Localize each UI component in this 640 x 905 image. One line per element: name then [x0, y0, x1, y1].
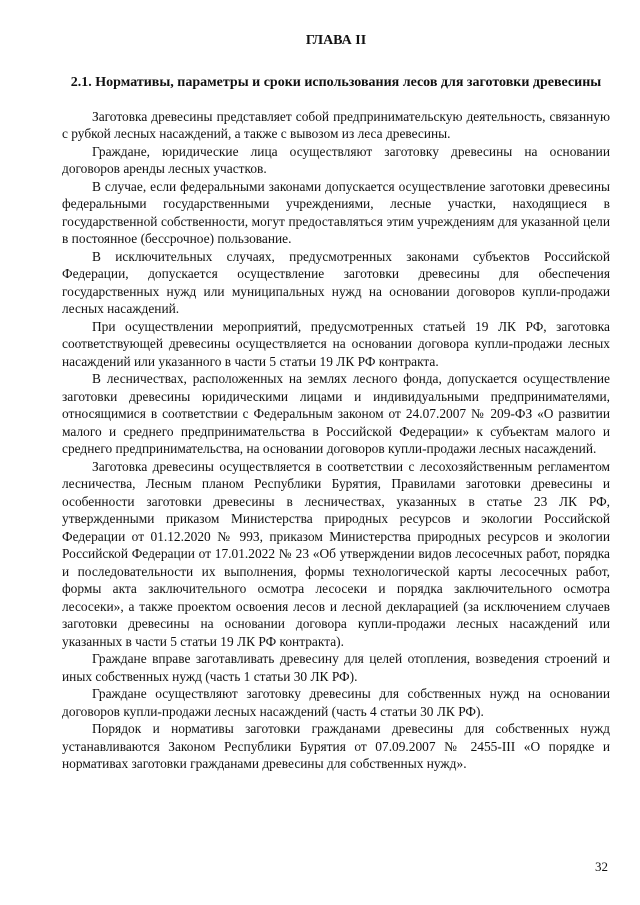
paragraph: В случае, если федеральными законами допускается осуществление заготовки древесины федеральными государственными учреждениями, лесные участки, находящиеся в государственной собственности, могут предоставляться этим учреждениям для указанной цели в постоянное (бессрочное) пользование. — [62, 178, 610, 246]
chapter-heading: ГЛАВА II — [305, 33, 367, 48]
paragraph: Граждане, юридические лица осуществляют заготовку древесины на основании договоров аренды лесных участков. — [62, 143, 610, 176]
paragraph: Граждане вправе заготавливать древесину для целей отопления, возведения строений и иных собственных нужд (часть 1 статьи 30 ЛК РФ). — [62, 651, 610, 684]
paragraph: Заготовка древесины осуществляется в соответствии с лесохозяйственным регламентом лесничества, Лесным планом Республики Бурятия, Правилами заготовки древесины и особенности заготовки древесины в лесничествах, указанных в статье 23 ЛК РФ, утвержденными приказом Министерства природных ресурсов и экологии Российской Федерации от 01.12.2020 № 993, приказом Министерства природных ресурсов и экологии Российской Федерации от 17.01.2022 № 23 «Об утверждении видов лесосечных работ, порядка и последовательности их выполнения, формы технологической карты лесосечных работ, формы акта заключительного осмотра лесосеки и порядка заключительного осмотра лесосеки», а также проектом освоения лесов и лесной декларацией (за исключением случаев заготовки древесины на основании договора купли-продажи лесных насаждений или указанных в части 5 статьи 19 ЛК РФ контракта). — [62, 458, 610, 649]
paragraph: В лесничествах, расположенных на землях лесного фонда, допускается осуществление заготовки древесины юридическими лицами и индивидуальными предпринимателями, относящимися в соответствии с Федеральным законом от 24.07.2007 № 209-ФЗ «О развитии малого и среднего предпринимательства в Российской Федерации» к субъектам малого и среднего предпринимательства, на основании договоров купли-продажи лесных насаждений. — [62, 371, 610, 456]
paragraph: В исключительных случаях, предусмотренных законами субъектов Российской Федерации, допускается осуществление заготовки древесины для обеспечения государственных нужд или муниципальных нужд на основании договоров купли-продажи лесных насаждений. — [62, 248, 610, 316]
document-page — [62, 32, 610, 773]
paragraph: Заготовка древесины представляет собой предпринимательскую деятельность, связанную с рубкой лесных насаждений, а также с вывозом из леса древесины. — [62, 108, 610, 141]
paragraph: При осуществлении мероприятий, предусмотренных статьей 19 ЛК РФ, заготовка соответствующей древесины осуществляется на основании договора купли-продажи лесных насаждений или указанного в части 5 статьи 19 ЛК РФ контракта. — [62, 318, 610, 369]
paragraph: Порядок и нормативы заготовки гражданами древесины для собственных нужд устанавливаются Законом Республики Бурятия от 07.09.2007 № 2455-III «О порядке и нормативах заготовки гражданами древесины для собственных нужд». — [62, 721, 610, 771]
page-number: 32 — [595, 859, 608, 874]
section-title: 2.1. Нормативы, параметры и сроки использования лесов для заготовки древесины — [70, 75, 602, 90]
paragraph: Граждане осуществляют заготовку древесины для собственных нужд на основании договоров купли-продажи лесных насаждений (часть 4 статьи 30 ЛК РФ). — [62, 686, 610, 719]
body-text — [62, 108, 610, 773]
